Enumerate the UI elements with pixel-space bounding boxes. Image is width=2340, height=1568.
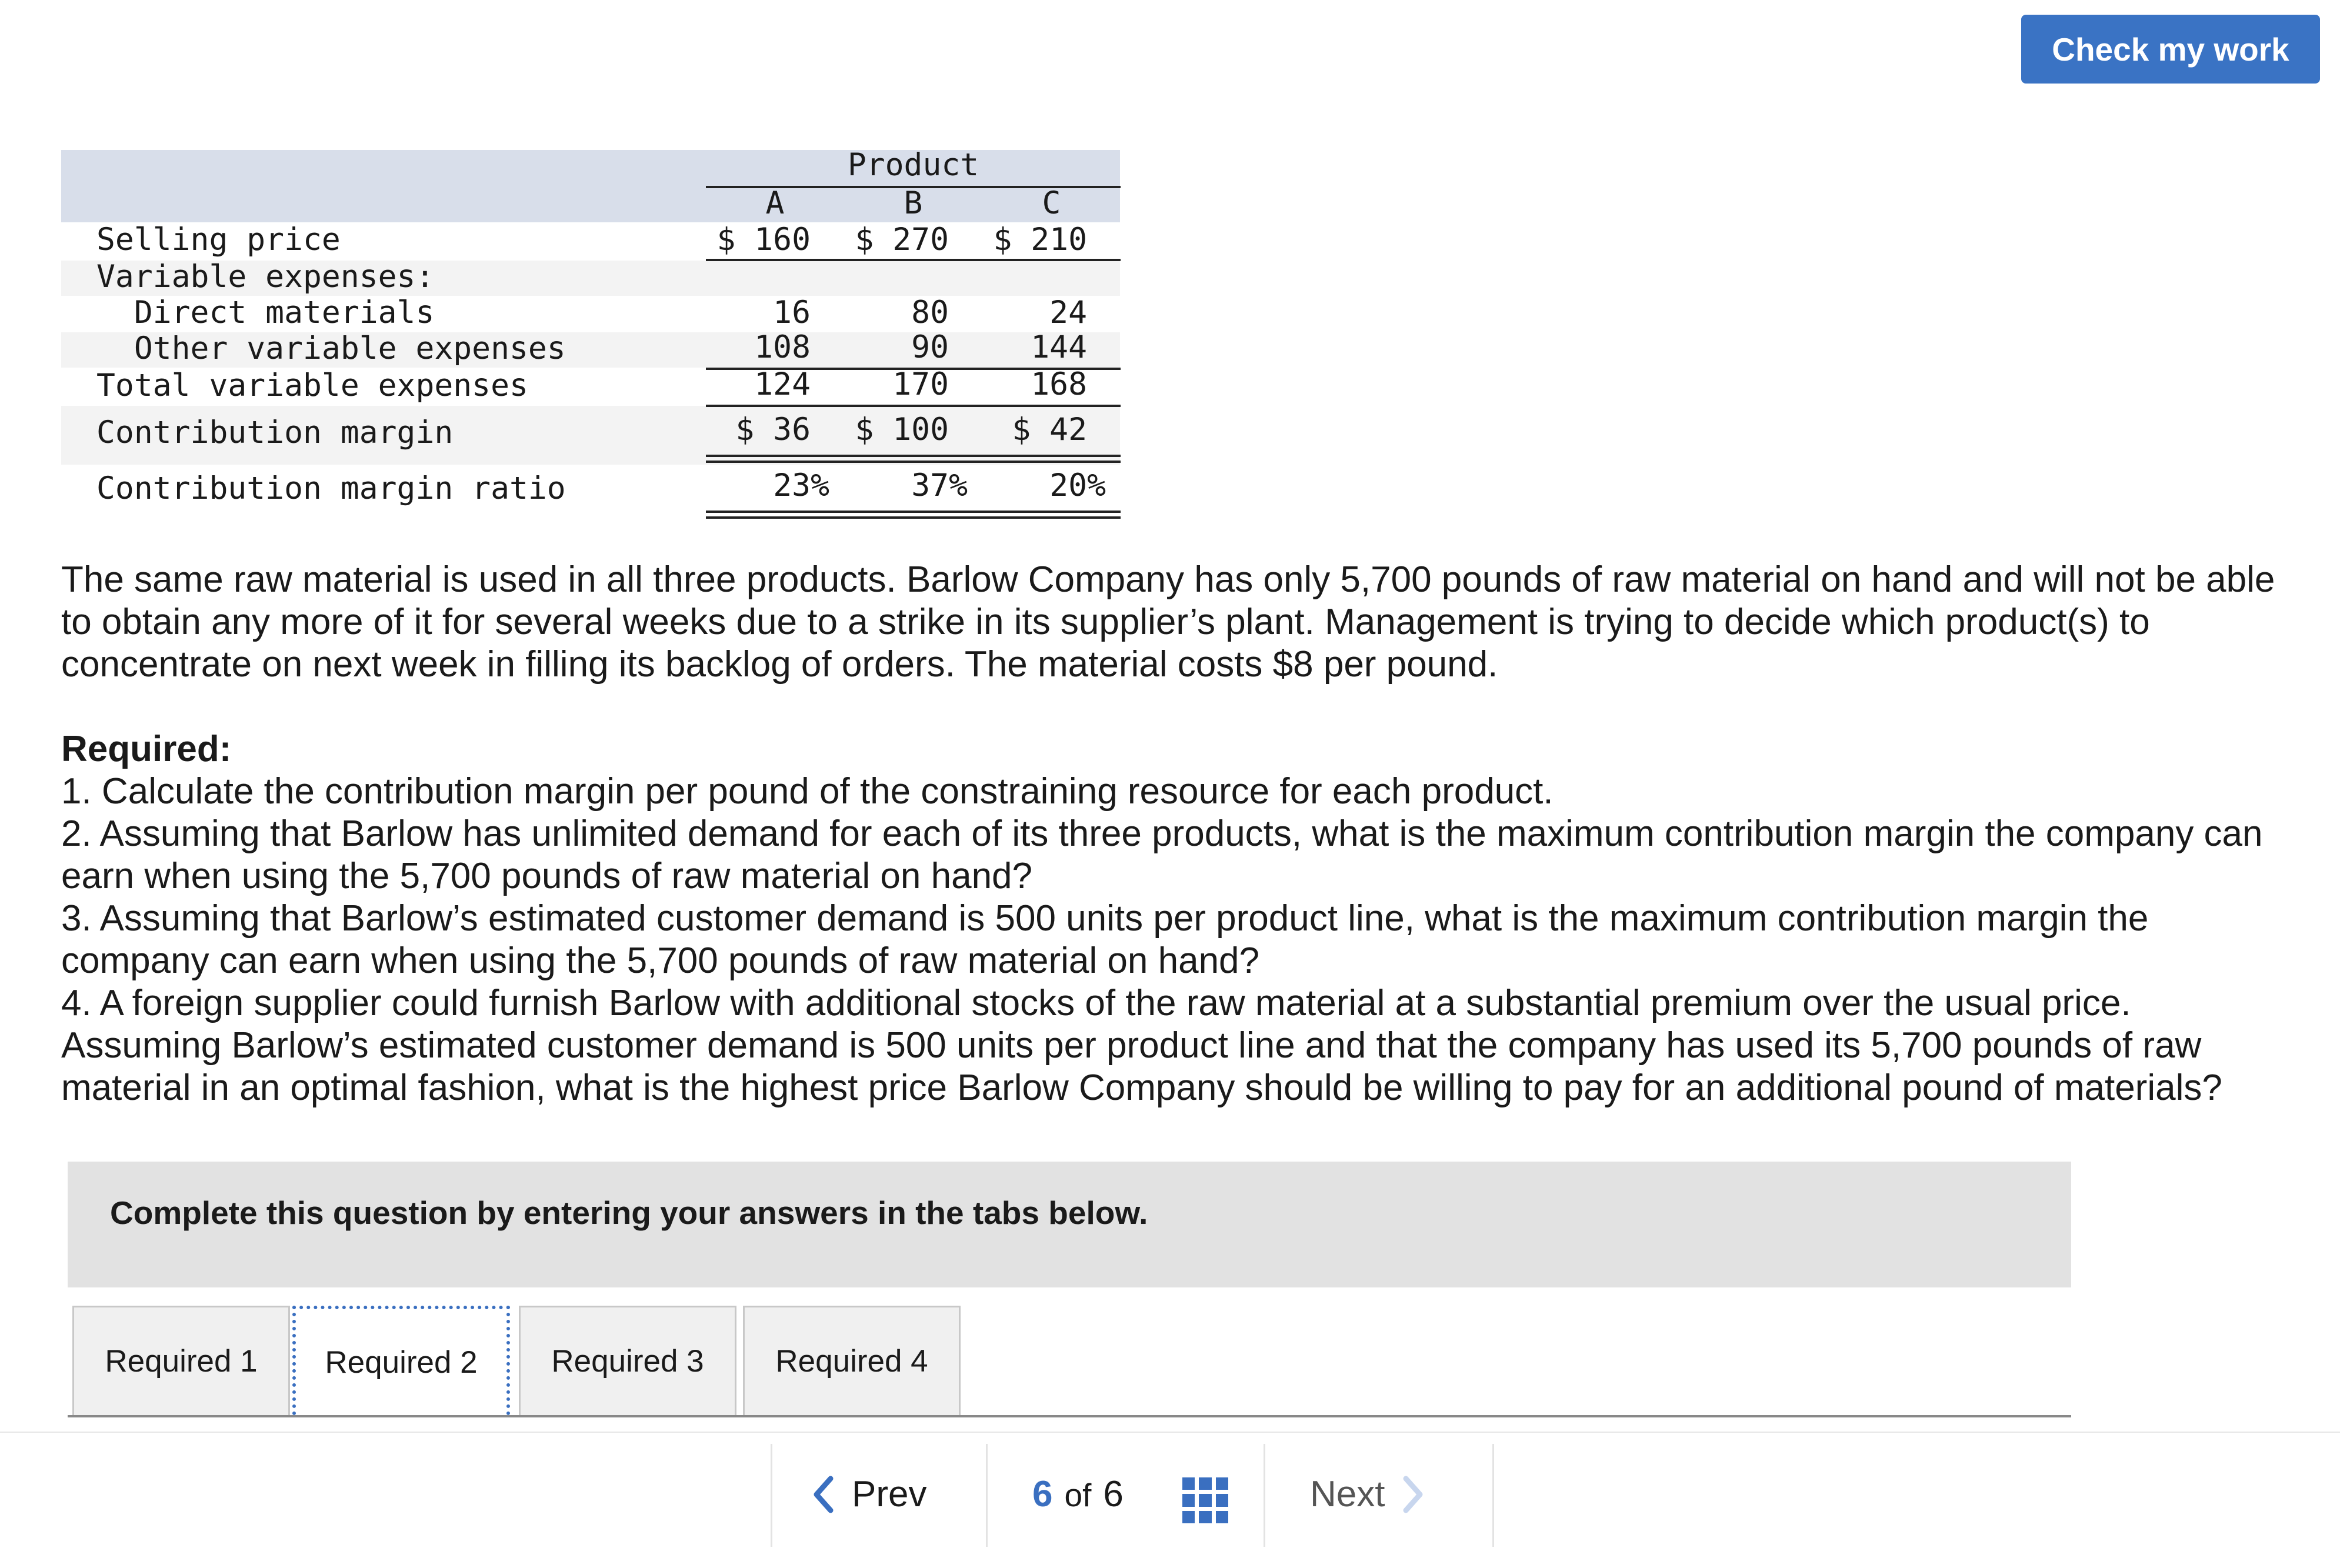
nav-separator bbox=[1264, 1444, 1265, 1547]
cell-value: 90 bbox=[911, 329, 949, 365]
question-grid-icon[interactable] bbox=[1182, 1477, 1228, 1523]
row-rule bbox=[706, 461, 1121, 463]
next-label: Next bbox=[1310, 1474, 1385, 1514]
required-title: Required: bbox=[61, 729, 232, 769]
description-text: The same raw material is used in all three products. Barlow Company has only 5,700 pounds of raw material on hand and will not be able to obtain any more of it for several weeks due to a strike in its supplier’s plant. Management is trying to decide which product(s) to concentrate on next week in filling its backlog of orders. The material costs $8 per pound. bbox=[61, 559, 2275, 685]
footer-divider bbox=[0, 1432, 2340, 1433]
cell-value: 16 bbox=[773, 295, 811, 331]
product-group-header: Product bbox=[847, 147, 979, 183]
row-rule bbox=[706, 259, 1121, 261]
cell-value: 20% bbox=[1049, 468, 1106, 503]
cell-value: $ 160 bbox=[716, 222, 811, 258]
cell-value: $ 100 bbox=[855, 412, 949, 448]
prev-label: Prev bbox=[852, 1474, 927, 1514]
cell-value: 23% bbox=[773, 468, 829, 503]
required-item-4: 4. A foreign supplier could furnish Barlow with additional stocks of the raw material at a substantial premium over the usual price. Assuming Barlow’s estimated customer demand is 500 units per product line and that the company has used its 5,700 pounds of raw material in an optimal fashion, what is the highest price Barlow Company should be willing to pay for an additional pound of materials? bbox=[61, 983, 2222, 1108]
chevron-left-icon bbox=[812, 1475, 835, 1514]
tab-required-1[interactable]: Required 1 bbox=[72, 1306, 290, 1415]
tab-required-2[interactable]: Required 2 bbox=[292, 1306, 510, 1415]
problem-description bbox=[61, 559, 2296, 686]
row-label: Contribution margin ratio bbox=[96, 471, 566, 506]
instructions-text: Complete this question by entering your answers in the tabs below. bbox=[110, 1195, 1148, 1231]
nav-separator bbox=[986, 1444, 988, 1547]
required-item-3: 3. Assuming that Barlow’s estimated customer demand is 500 units per product line, what is the maximum contribution margin the company can earn when using the 5,700 pounds of raw material on hand? bbox=[61, 898, 2149, 981]
row-rule bbox=[706, 455, 1121, 457]
tab-required-4[interactable]: Required 4 bbox=[743, 1306, 961, 1415]
row-rule bbox=[706, 516, 1121, 519]
cell-value: 168 bbox=[1031, 366, 1087, 402]
row-label: Variable expenses: bbox=[96, 259, 435, 295]
nav-separator bbox=[771, 1444, 772, 1547]
cell-value: 170 bbox=[892, 366, 949, 402]
cell-value: $ 42 bbox=[1012, 412, 1087, 448]
page-of-label: of bbox=[1064, 1477, 1092, 1513]
row-label: Selling price bbox=[96, 222, 341, 258]
row-label: Direct materials bbox=[96, 295, 435, 331]
tab-required-3[interactable]: Required 3 bbox=[519, 1306, 736, 1415]
required-item-2: 2. Assuming that Barlow has unlimited demand for each of its three products, what is the maximum contribution margin the company can earn when using the 5,700 pounds of raw material on hand? bbox=[61, 813, 2263, 896]
check-my-work-button[interactable]: Check my work bbox=[2021, 15, 2320, 84]
tab-baseline bbox=[68, 1415, 2071, 1417]
cell-value: 80 bbox=[911, 295, 949, 331]
total-pages: 6 bbox=[1103, 1474, 1124, 1514]
nav-separator bbox=[1492, 1444, 1494, 1547]
required-item-1: 1. Calculate the contribution margin per pound of the constraining resource for each product. bbox=[61, 771, 1554, 812]
row-label: Contribution margin bbox=[96, 415, 454, 451]
cell-value: 108 bbox=[754, 329, 811, 365]
page-indicator bbox=[1032, 1473, 1124, 1515]
row-label: Total variable expenses bbox=[96, 368, 528, 403]
cell-value: 144 bbox=[1031, 329, 1087, 365]
chevron-right-icon bbox=[1401, 1475, 1425, 1514]
column-header-c: C bbox=[1042, 185, 1061, 221]
cell-value: 37% bbox=[911, 468, 968, 503]
column-header-b: B bbox=[904, 185, 923, 221]
cell-value: 124 bbox=[754, 366, 811, 402]
column-header-a: A bbox=[765, 185, 785, 221]
cell-value: $ 36 bbox=[735, 412, 811, 448]
cell-value: $ 210 bbox=[993, 222, 1087, 258]
current-page: 6 bbox=[1032, 1474, 1053, 1514]
prev-button[interactable] bbox=[812, 1473, 926, 1515]
row-label: Other variable expenses bbox=[96, 331, 566, 366]
cell-value: 24 bbox=[1049, 295, 1087, 331]
row-rule bbox=[706, 511, 1121, 513]
next-button[interactable] bbox=[1310, 1473, 1425, 1515]
cell-value: $ 270 bbox=[855, 222, 949, 258]
required-section bbox=[61, 728, 2296, 1109]
row-rule bbox=[706, 405, 1121, 407]
